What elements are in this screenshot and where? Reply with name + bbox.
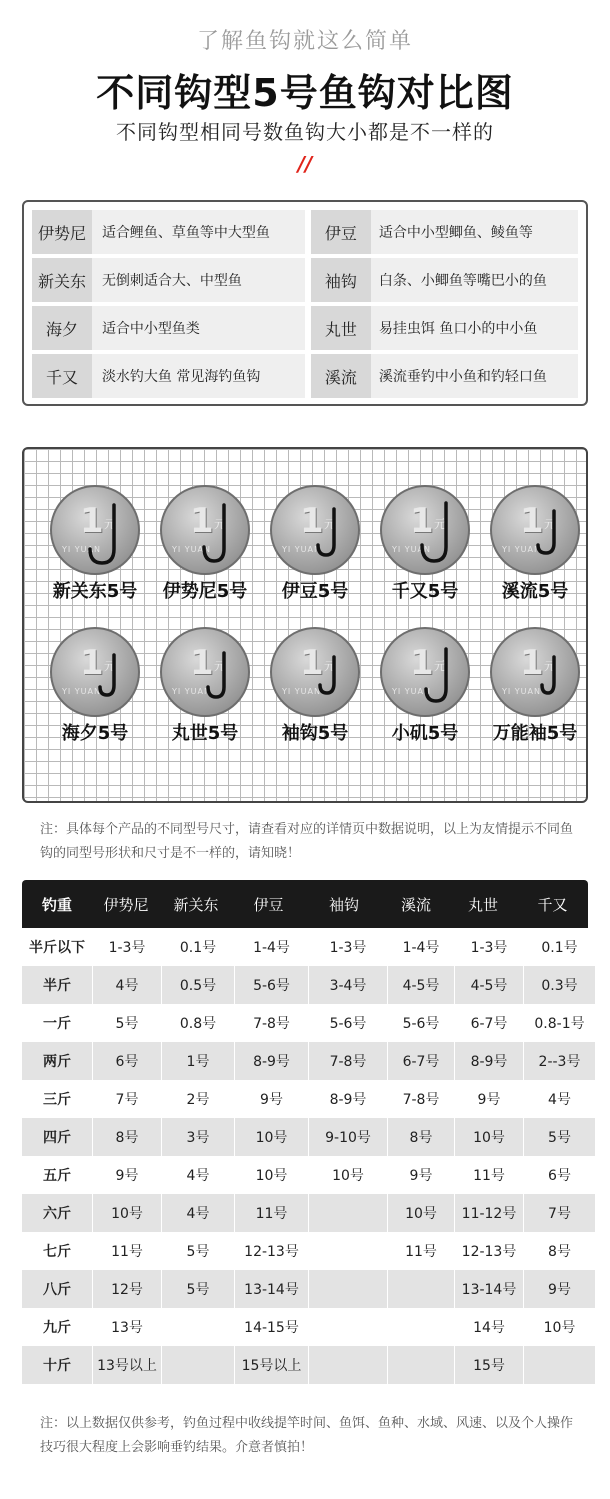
- coin-icon: [270, 627, 360, 717]
- table-cell: [524, 1346, 596, 1384]
- coin-label: 伊豆5号: [281, 581, 349, 602]
- hook-type-name: 海夕: [32, 306, 92, 350]
- coin-unit: 元: [544, 659, 557, 673]
- coin-text: YI YUAN: [62, 687, 101, 696]
- table-cell: 8号: [388, 1118, 455, 1156]
- coin-cell: [370, 627, 480, 777]
- table-row: [22, 1156, 588, 1194]
- coin-label: 千又5号: [391, 581, 459, 602]
- table-cell: 3-4号: [309, 966, 388, 1004]
- table-cell: 10号: [309, 1156, 388, 1194]
- coin-label: 袖钩5号: [281, 723, 349, 744]
- table-cell: 7-8号: [388, 1080, 455, 1118]
- hook-type-desc: 易挂虫饵 鱼口小的中小鱼: [371, 306, 578, 350]
- table-cell: 8号: [524, 1232, 596, 1270]
- table-cell: 5号: [93, 1004, 162, 1042]
- table-cell: 5号: [162, 1232, 235, 1270]
- coin-icon: [490, 485, 580, 575]
- hook-type-row: [32, 208, 578, 256]
- table-cell: 1-3号: [93, 928, 162, 966]
- table-cell: 13号以上: [93, 1346, 162, 1384]
- coin-label: 万能袖5号: [492, 723, 578, 744]
- table-cell: 9号: [455, 1080, 524, 1118]
- table-row: [22, 1080, 588, 1118]
- table-cell: [388, 1308, 455, 1346]
- coin-text: YI YUAN: [282, 545, 321, 554]
- table-cell: 4-5号: [455, 966, 524, 1004]
- table-row-label: 十斤: [22, 1346, 93, 1384]
- table-row: [22, 966, 588, 1004]
- hook-type-desc: 适合鲤鱼、草鱼等中大型鱼: [92, 210, 305, 254]
- coin-cell: [480, 485, 590, 635]
- fish-hook-icon: [74, 499, 134, 569]
- coin-icon: [160, 485, 250, 575]
- page-tagline: 不同钩型相同号数鱼钩大小都是不一样的: [116, 120, 494, 144]
- fish-hook-icon: [184, 641, 244, 711]
- table-cell: 5-6号: [235, 966, 309, 1004]
- fish-hook-icon: [404, 499, 464, 569]
- page-title: 不同钩型5号鱼钩对比图: [96, 71, 514, 115]
- table-cell: 4号: [162, 1194, 235, 1232]
- table-cell: 15号: [455, 1346, 524, 1384]
- hook-type-name: 伊豆: [311, 210, 371, 254]
- hook-type-desc: 适合中小型鲫鱼、鲮鱼等: [371, 210, 578, 254]
- table-row-label: 一斤: [22, 1004, 93, 1042]
- table-row: [22, 1118, 588, 1156]
- table-cell: 7-8号: [235, 1004, 309, 1042]
- hook-type-desc: 白条、小鲫鱼等嘴巴小的鱼: [371, 258, 578, 302]
- table-cell: 10号: [235, 1118, 309, 1156]
- table-cell: [309, 1270, 388, 1308]
- fish-hook-icon: [294, 641, 354, 711]
- table-cell: 9号: [93, 1156, 162, 1194]
- table-cell: 9-10号: [309, 1118, 388, 1156]
- table-row-label: 半斤以下: [22, 928, 93, 966]
- table-cell: 10号: [388, 1194, 455, 1232]
- table-row-label: 两斤: [22, 1042, 93, 1080]
- coin-icon: [50, 627, 140, 717]
- table-row: [22, 1346, 588, 1384]
- coin-label: 溪流5号: [501, 581, 569, 602]
- table-cell: 9号: [388, 1156, 455, 1194]
- hook-type-desc: 无倒刺适合大、中型鱼: [92, 258, 305, 302]
- coin-number: 1: [300, 643, 324, 683]
- coin-icon: [380, 485, 470, 575]
- coin-number: 1: [410, 501, 434, 541]
- coin-number: 1: [410, 643, 434, 683]
- table-header-cell: 伊豆: [253, 895, 284, 914]
- coin-unit: 元: [324, 659, 337, 673]
- table-cell: 11-12号: [455, 1194, 524, 1232]
- coin-number: 1: [520, 501, 544, 541]
- table-cell: 0.1号: [524, 928, 596, 966]
- table-header-cell: 丸世: [467, 895, 498, 914]
- table-row: [22, 1270, 588, 1308]
- table-cell: 11号: [455, 1156, 524, 1194]
- coin-number: 1: [520, 643, 544, 683]
- table-row-label: 九斤: [22, 1308, 93, 1346]
- table-row-label: 四斤: [22, 1118, 93, 1156]
- coin-text: YI YUAN: [172, 687, 211, 696]
- table-cell: 10号: [524, 1308, 596, 1346]
- table-cell: 1-4号: [235, 928, 309, 966]
- coin-unit: 元: [214, 517, 227, 531]
- coin-icon: [490, 627, 580, 717]
- table-cell: [309, 1346, 388, 1384]
- table-cell: 2号: [162, 1080, 235, 1118]
- table-cell: 14-15号: [235, 1308, 309, 1346]
- table-cell: 10号: [455, 1118, 524, 1156]
- coin-unit: 元: [434, 659, 447, 673]
- hook-type-name: 丸世: [311, 306, 371, 350]
- table-cell: [162, 1346, 235, 1384]
- table-header-cell: 钓重: [41, 895, 72, 914]
- decorative-slashes: //: [297, 152, 313, 176]
- hook-type-name: 伊势尼: [32, 210, 92, 254]
- coin-icon: [160, 627, 250, 717]
- coin-cell: [260, 627, 370, 777]
- coin-icon: [380, 627, 470, 717]
- table-cell: 0.8号: [162, 1004, 235, 1042]
- table-cell: 4号: [162, 1156, 235, 1194]
- coin-cell: [260, 485, 370, 635]
- table-header-cell: 伊势尼: [103, 895, 149, 914]
- coin-label: 新关东5号: [52, 581, 138, 602]
- table-row: [22, 1004, 588, 1042]
- disclaimer-note: 注：以上数据仅供参考，钓鱼过程中收线提竿时间、鱼饵、鱼种、水域、风速、以及个人操作技巧很大程度上会影响垂钓结果。介意者慎拍！: [40, 1416, 574, 1455]
- table-cell: 10号: [235, 1156, 309, 1194]
- table-cell: 1-3号: [455, 928, 524, 966]
- table-cell: 6号: [524, 1156, 596, 1194]
- coin-unit: 元: [324, 517, 337, 531]
- coin-label: 海夕5号: [61, 723, 129, 744]
- table-cell: 1-4号: [388, 928, 455, 966]
- hook-type-row: [32, 256, 578, 304]
- table-cell: 15号以上: [235, 1346, 309, 1384]
- table-cell: [388, 1270, 455, 1308]
- table-cell: 13-14号: [235, 1270, 309, 1308]
- table-cell: 5-6号: [309, 1004, 388, 1042]
- coin-number: 1: [190, 643, 214, 683]
- coin-unit: 元: [104, 517, 117, 531]
- coin-text: YI YUAN: [282, 687, 321, 696]
- table-cell: [309, 1308, 388, 1346]
- table-cell: 6-7号: [388, 1042, 455, 1080]
- coin-number: 1: [190, 501, 214, 541]
- coin-number: 1: [300, 501, 324, 541]
- table-row: [22, 1308, 588, 1346]
- coin-unit: 元: [434, 517, 447, 531]
- coin-unit: 元: [104, 659, 117, 673]
- table-header-cell: 袖钩: [328, 895, 359, 914]
- coin-cell: [150, 627, 260, 777]
- coin-cell: [40, 627, 150, 777]
- table-cell: 8-9号: [235, 1042, 309, 1080]
- hook-type-desc: 适合中小型鱼类: [92, 306, 305, 350]
- table-cell: 1号: [162, 1042, 235, 1080]
- coin-unit: 元: [214, 659, 227, 673]
- hook-type-name: 新关东: [32, 258, 92, 302]
- table-row-label: 七斤: [22, 1232, 93, 1270]
- coin-text: YI YUAN: [502, 545, 541, 554]
- fish-hook-icon: [514, 641, 574, 711]
- table-cell: 7-8号: [309, 1042, 388, 1080]
- table-cell: 0.8-1号: [524, 1004, 596, 1042]
- table-cell: 0.3号: [524, 966, 596, 1004]
- coin-comparison-grid: [22, 447, 588, 803]
- coin-label: 小矶5号: [391, 723, 459, 744]
- table-cell: 10号: [93, 1194, 162, 1232]
- table-cell: 13-14号: [455, 1270, 524, 1308]
- hook-type-name: 千又: [32, 354, 92, 398]
- coin-cell: [480, 627, 590, 777]
- table-cell: [309, 1194, 388, 1232]
- coin-icon: [50, 485, 140, 575]
- table-cell: [162, 1308, 235, 1346]
- table-row-label: 三斤: [22, 1080, 93, 1118]
- hook-type-row: [32, 352, 578, 400]
- table-header-cell: 溪流: [400, 895, 431, 914]
- hook-type-desc: 淡水钓大鱼 常见海钓鱼钩: [92, 354, 305, 398]
- fish-hook-icon: [514, 499, 574, 569]
- coin-label: 伊势尼5号: [162, 581, 248, 602]
- coin-cell: [150, 485, 260, 635]
- table-header: [22, 880, 588, 928]
- table-row-label: 八斤: [22, 1270, 93, 1308]
- page-subtitle: 了解鱼钩就这么简单: [196, 29, 413, 54]
- table-cell: 3号: [162, 1118, 235, 1156]
- table-cell: 7号: [93, 1080, 162, 1118]
- table-cell: 5号: [162, 1270, 235, 1308]
- table-cell: 14号: [455, 1308, 524, 1346]
- table-cell: 2--3号: [524, 1042, 596, 1080]
- coin-icon: [270, 485, 360, 575]
- table-body: [22, 928, 588, 1384]
- table-row: [22, 1194, 588, 1232]
- table-row: [22, 1232, 588, 1270]
- table-cell: 13号: [93, 1308, 162, 1346]
- table-cell: 12号: [93, 1270, 162, 1308]
- size-note: 注：具体每个产品的不同型号尺寸，请查看对应的详情页中数据说明，以上为友情提示不同鱼钩的同型号形状和尺寸是不一样的，请知晓！: [40, 822, 574, 861]
- table-row: [22, 1042, 588, 1080]
- table-row: [22, 928, 588, 966]
- hook-type-name: 溪流: [311, 354, 371, 398]
- table-cell: 12-13号: [455, 1232, 524, 1270]
- table-row-label: 五斤: [22, 1156, 93, 1194]
- table-header-cell: 新关东: [173, 895, 219, 914]
- table-cell: 5-6号: [388, 1004, 455, 1042]
- table-cell: 11号: [93, 1232, 162, 1270]
- table-cell: [309, 1232, 388, 1270]
- table-cell: 5号: [524, 1118, 596, 1156]
- hook-type-name: 袖钩: [311, 258, 371, 302]
- table-cell: 11号: [235, 1194, 309, 1232]
- table-header-cell: 千又: [537, 895, 568, 914]
- table-cell: 4-5号: [388, 966, 455, 1004]
- table-cell: 9号: [524, 1270, 596, 1308]
- fish-hook-icon: [404, 641, 464, 711]
- table-cell: 0.5号: [162, 966, 235, 1004]
- coin-number: 1: [80, 501, 104, 541]
- coin-unit: 元: [544, 517, 557, 531]
- table-cell: 7号: [524, 1194, 596, 1232]
- table-row-label: 半斤: [22, 966, 93, 1004]
- table-cell: 8号: [93, 1118, 162, 1156]
- coin-label: 丸世5号: [171, 723, 239, 744]
- coin-cell: [370, 485, 480, 635]
- table-cell: [388, 1346, 455, 1384]
- hook-type-row: [32, 304, 578, 352]
- hook-type-desc: 溪流垂钓中小鱼和钓轻口鱼: [371, 354, 578, 398]
- coin-text: YI YUAN: [502, 687, 541, 696]
- coin-text: YI YUAN: [392, 545, 431, 554]
- table-cell: 6号: [93, 1042, 162, 1080]
- table-cell: 11号: [388, 1232, 455, 1270]
- table-cell: 4号: [93, 966, 162, 1004]
- table-cell: 0.1号: [162, 928, 235, 966]
- table-cell: 1-3号: [309, 928, 388, 966]
- hook-types-panel: [22, 200, 588, 406]
- table-cell: 6-7号: [455, 1004, 524, 1042]
- table-cell: 8-9号: [455, 1042, 524, 1080]
- table-row-label: 六斤: [22, 1194, 93, 1232]
- coin-text: YI YUAN: [392, 687, 431, 696]
- table-cell: 8-9号: [309, 1080, 388, 1118]
- coin-text: YI YUAN: [172, 545, 211, 554]
- table-cell: 12-13号: [235, 1232, 309, 1270]
- table-cell: 9号: [235, 1080, 309, 1118]
- coin-number: 1: [80, 643, 104, 683]
- coin-text: YI YUAN: [62, 545, 101, 554]
- weight-size-table: [22, 880, 588, 1384]
- fish-hook-icon: [74, 641, 134, 711]
- table-cell: 4号: [524, 1080, 596, 1118]
- coin-cell: [40, 485, 150, 635]
- fish-hook-icon: [184, 499, 244, 569]
- fish-hook-icon: [294, 499, 354, 569]
